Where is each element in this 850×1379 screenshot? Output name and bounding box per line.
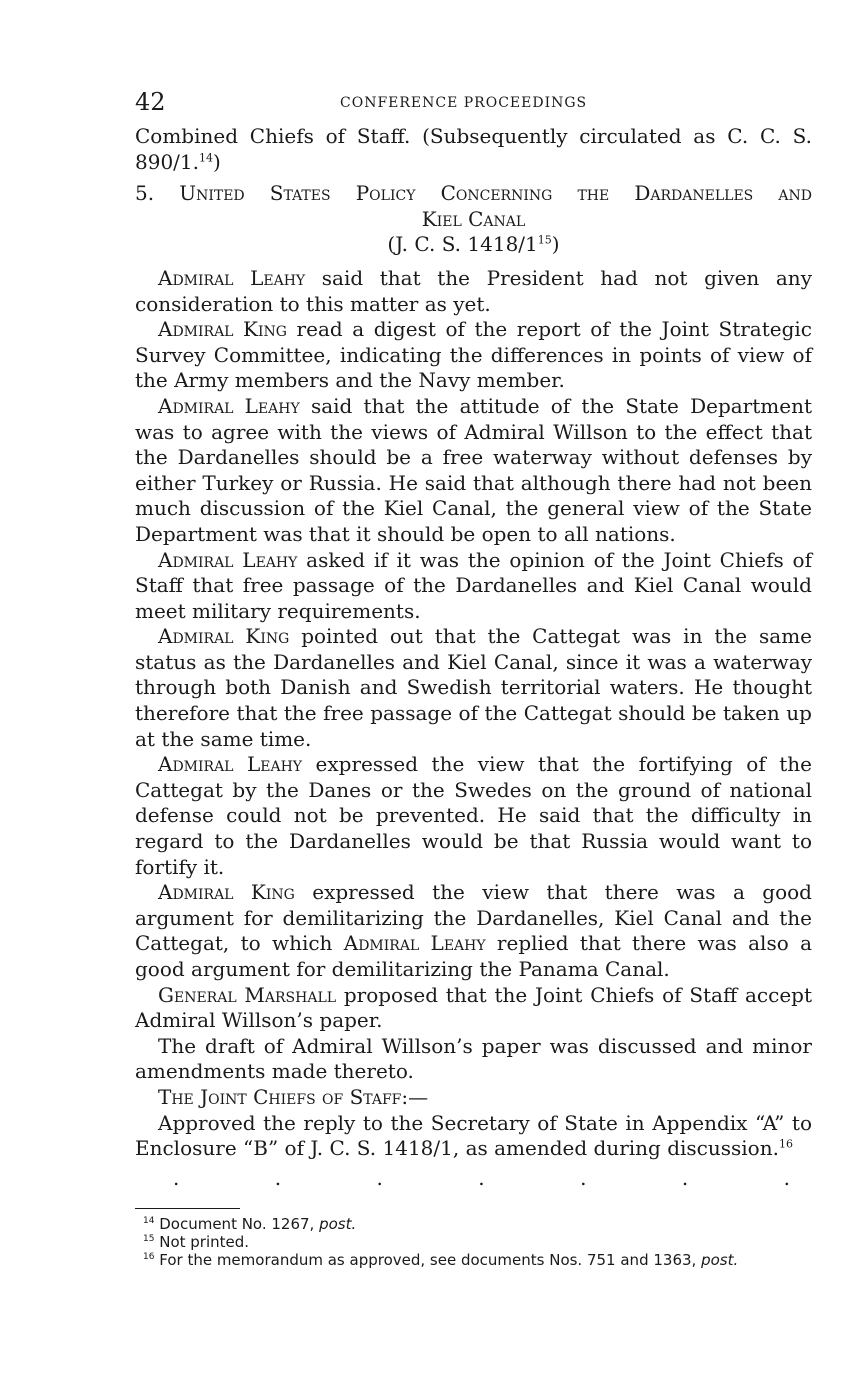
speaker-name: Admiral King [158,880,295,905]
ellipsis-dot: . [478,1165,485,1190]
footnote-14: $^{14}$ Document No. 1267, post. [143,1214,357,1233]
footnote-divider [135,1208,240,1209]
section-reference: (J. C. S. $1418/1^{15}$) [387,232,560,257]
ellipsis-dot: . [681,1165,689,1190]
speaker-name: Admiral Leahy [158,393,300,418]
footnote-ref-16: 16 [778,1137,793,1151]
footnote-15: $^{15}$ Not printed. [143,1232,250,1251]
section-heading-line1: 5. United States Policy Concerning the Dardanelles and [135,181,812,206]
ellipsis-row [135,1166,812,1192]
running-title: CONFERENCE PROCEEDINGS [340,95,588,111]
ellipsis-dot: . [580,1165,587,1190]
paragraph: Admiral Leahy asked if it was the opinion of the Joint Chiefs of Staff that free passage of the Dardanelles and Kiel Canal would meet military requirements. [135,547,812,623]
ellipsis-dot: . [173,1165,180,1190]
paragraph: General Marshall proposed that the Joint Chiefs of Staff accept Admiral Willson’s paper. [135,982,812,1033]
decision-paragraph: Approved the reply to the Secretary of State in Appendix “A” to Enclosure “B” of J. C. S. 1418/1, as amended during discussion.$^{16}$ [135,1110,812,1161]
ellipsis-dot: . [783,1165,790,1190]
page-header [135,88,812,124]
footnote-ref-15: 15 [537,233,552,247]
decision-heading: The Joint Chiefs of Staff:— [158,1084,429,1109]
paragraph-continued: Combined Chiefs of Staff. (Subsequently circulated as C. C. S. 890/1.14) [135,124,812,174]
speaker-name: Admiral Leahy [343,931,486,956]
speaker-name: Admiral Leahy [158,265,306,290]
speaker-name: Admiral King [158,317,287,342]
footnote-16: $^{16}$ For the memorandum as approved, see documents Nos. 751 and 1363, post. [143,1250,739,1269]
speaker-name: Admiral Leahy [158,547,298,572]
section-heading [135,181,812,258]
footnote-ref-14: 14 [199,150,213,164]
paragraph: Admiral Leahy expressed the view that the fortifying of the Cattegat by the Danes or the Swedes on the ground of national defense could not be prevented. He said that the difficulty in regard to the Dardanelles would be that Russia would want to fortify it. [135,752,812,879]
speaker-name: Admiral King [158,624,290,649]
document-page [135,88,812,1269]
speaker-name: General Marshall [158,982,337,1007]
paragraph: Admiral Leahy said that the attitude of the State Department was to agree with the views of Admiral Willson to the effect that the Dardanelles should be a free waterway without defenses by either Turkey or Russia. He said that although there had not been much discussion of the Kiel Canal, the general view of the State Department was that it should be open to all nations. [135,393,812,546]
ellipsis-dot: . [376,1165,383,1190]
paragraph: Admiral King expressed the view that there was a good argument for demilitarizing the Dardanelles, Kiel Canal and the Cattegat, to which Admiral Leahy replied that there was also a good argument for demilitarizing the Panama Canal. [135,880,812,981]
ellipsis-dot: . [274,1165,282,1190]
paragraph: The draft of Admiral Willson’s paper was discussed and minor amendments made thereto. [135,1033,812,1084]
paragraph: Admiral King read a digest of the report of the Joint Strategic Survey Committee, indicating the differences in points of view of the Army members and the Navy member. [135,317,812,393]
footnotes [143,1215,812,1269]
paragraph: Admiral Leahy said that the President had not given any consideration to this matter as yet. [135,265,812,316]
page-number: 42 [135,88,166,116]
paragraph: Admiral King pointed out that the Cattegat was in the same status as the Dardanelles and Kiel Canal, since it was a waterway through both Danish and Swedish territorial waters. He thought therefore that the free passage of the Cattegat should be taken up at the same time. [135,624,812,751]
speaker-name: Admiral Leahy [158,752,303,777]
section-heading-line2: Kiel Canal [421,206,526,231]
